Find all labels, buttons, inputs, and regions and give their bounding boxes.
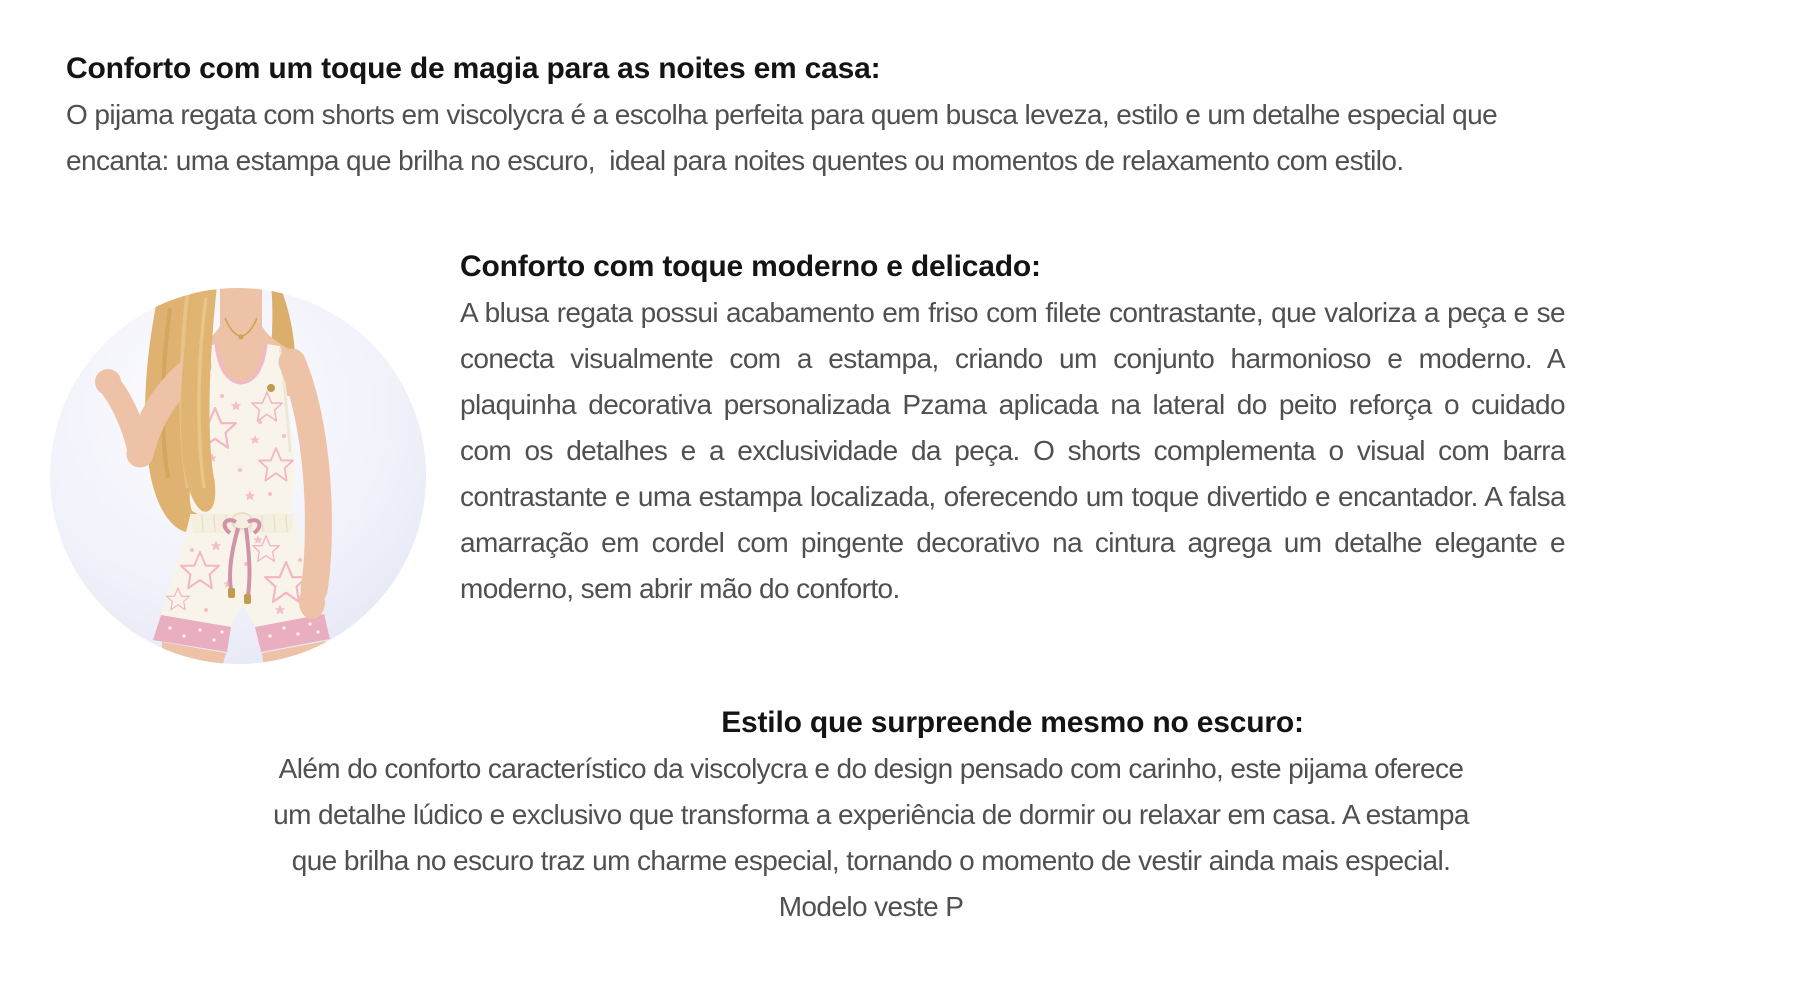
model-illustration	[50, 288, 426, 664]
details-heading: Conforto com toque moderno e delicado:	[460, 250, 1041, 283]
product-photo	[50, 288, 426, 664]
glow-body-line: que brilha no escuro traz um charme especial, tornando o momento de vestir ainda mais especial.	[291, 845, 1451, 876]
intro-heading: Conforto com um toque de magia para as noites em casa:	[66, 52, 881, 85]
section-intro	[66, 46, 1571, 184]
intro-body: O pijama regata com shorts em viscolycra é a escolha perfeita para quem busca leveza, estilo e um detalhe especial que encanta: uma estampa que brilha no escuro, ideal para noites quentes ou momentos de relaxamento com estilo.	[66, 99, 1505, 176]
glow-body-line: um detalhe lúdico e exclusivo que transforma a experiência de dormir ou relaxar em casa. A estampa	[273, 799, 1469, 830]
glow-body-line: Além do conforto característico da viscolycra e do design pensado com carinho, este pijama oferece	[278, 753, 1464, 784]
model-size-note: Modelo veste P	[778, 891, 964, 922]
section-details	[460, 244, 1565, 612]
glow-body	[185, 746, 1557, 930]
glow-heading: Estilo que surpreende mesmo no escuro:	[721, 706, 1304, 739]
details-body: A blusa regata possui acabamento em friso com filete contrastante, que valoriza a peça e se conecta visualmente com a estampa, criando um conjunto harmonioso e moderno. A plaquinha decorativa personalizada Pzama aplicada na lateral do peito reforça o cuidado com os detalhes e a exclusividade da peça. O shorts complementa o visual com barra contrastante e uma estampa localizada, oferecendo um toque divertido e encantador. A falsa amarração em cordel com pingente decorativo na cintura agrega um detalhe elegante e moderno, sem abrir mão do conforto.	[460, 297, 1565, 604]
brand-pin	[267, 384, 275, 392]
